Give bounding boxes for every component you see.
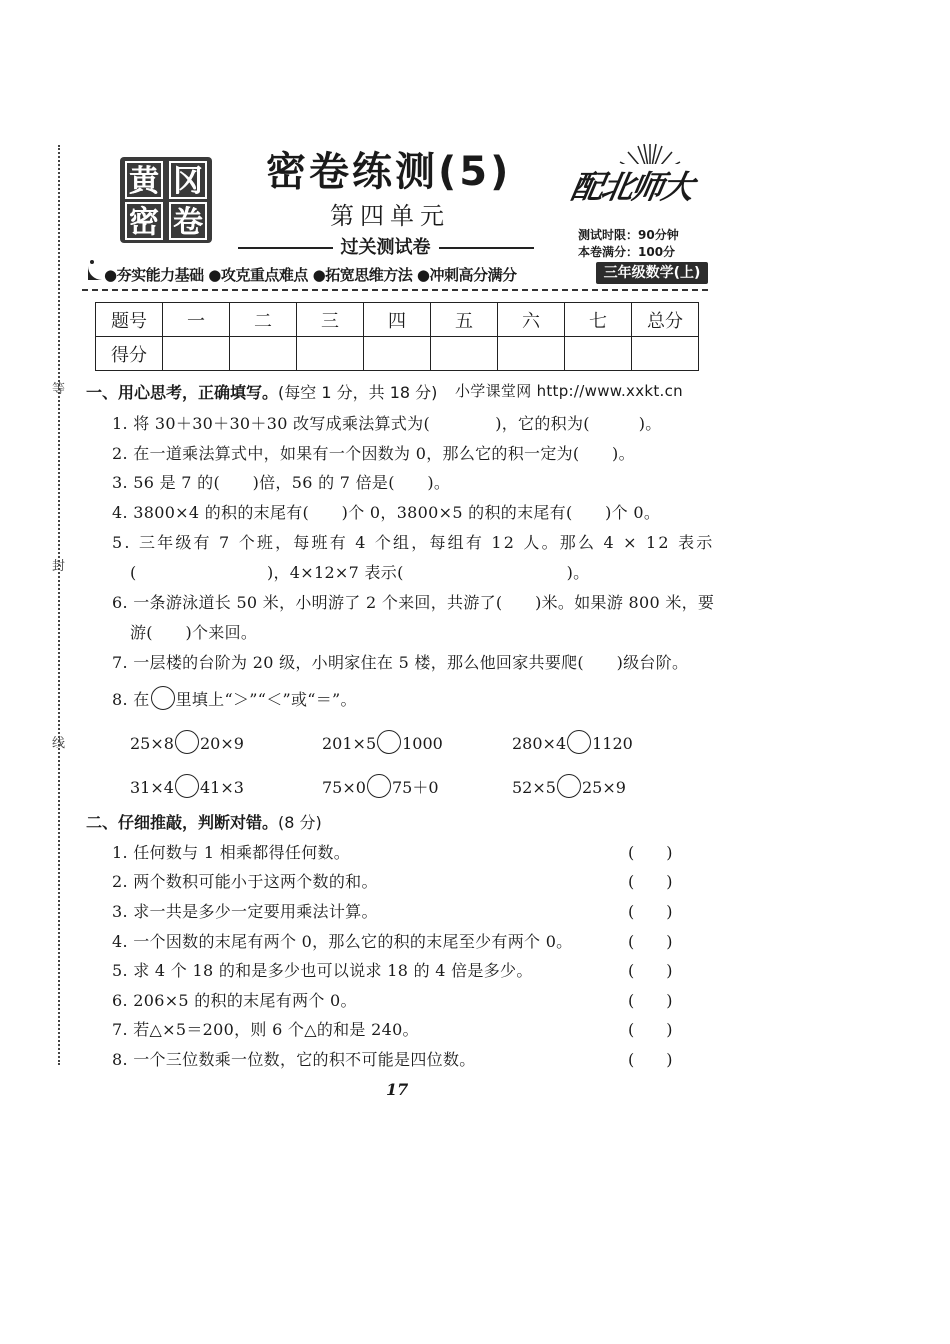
- question-2-1: 1. 任何数与 1 相乘都得任何数。: [112, 843, 351, 862]
- table-cell: 一: [163, 303, 230, 337]
- score-table: [95, 302, 699, 371]
- exam-meta: [578, 227, 679, 261]
- time-limit: 测试时限：90分钟: [578, 228, 679, 242]
- score-input-cell[interactable]: [230, 337, 297, 371]
- score-input-cell[interactable]: [297, 337, 364, 371]
- compare-item: 75×0 75＋0: [322, 774, 439, 798]
- divider: [82, 289, 708, 291]
- unit-label: 第四单元: [330, 202, 450, 230]
- binding-char-1: 等: [52, 382, 66, 397]
- question-1-2: 2. 在一道乘法算式中，如果有一个因数为 0，那么它的积一定为( )。: [112, 444, 635, 463]
- table-cell: 四: [364, 303, 431, 337]
- answer-paren[interactable]: ( ): [628, 1050, 673, 1069]
- question-2-6: 6. 206×5 的积的末尾有两个 0。: [112, 991, 357, 1010]
- score-input-cell[interactable]: [632, 337, 699, 371]
- question-1-8: 8. 在 里填上“＞”“＜”或“＝”。: [112, 686, 357, 710]
- table-cell: 七: [565, 303, 632, 337]
- compare-circle-icon: [151, 686, 175, 710]
- compare-item: 52×5 25×9: [512, 774, 626, 798]
- subtitle: 过关测试卷: [228, 233, 543, 259]
- score-input-cell[interactable]: [431, 337, 498, 371]
- question-1-7: 7. 一层楼的台阶为 20 级，小明家住在 5 楼，那么他回家共要爬( )级台阶。: [112, 653, 689, 672]
- score-input-cell[interactable]: [565, 337, 632, 371]
- compare-circle-input[interactable]: [377, 730, 401, 754]
- answer-paren[interactable]: ( ): [628, 1020, 673, 1039]
- table-cell: 六: [498, 303, 565, 337]
- table-cell: 二: [230, 303, 297, 337]
- question-1-5: 5. 三年级有 7 个班，每班有 4 个组，每组有 12 人。那么 4 × 12 表示: [112, 533, 715, 552]
- score-input-cell[interactable]: [364, 337, 431, 371]
- compare-item: 31×4 41×3: [130, 774, 244, 798]
- answer-paren[interactable]: ( ): [628, 961, 673, 980]
- page-number: 17: [386, 1080, 409, 1099]
- section-2-heading: 二、仔细推敲，判断对错。(8 分): [86, 813, 322, 832]
- compare-circle-input[interactable]: [557, 774, 581, 798]
- score-input-cell[interactable]: [498, 337, 565, 371]
- question-2-7: 7. 若△×5＝200，则 6 个△的和是 240。: [112, 1020, 419, 1039]
- question-1-4: 4. 3800×4 的积的末尾有( )个 0，3800×5 的积的末尾有( )个 0。: [112, 503, 661, 522]
- answer-paren[interactable]: ( ): [628, 991, 673, 1010]
- section-1-heading: 一、用心思考，正确填写。(每空 1 分，共 18 分): [86, 383, 438, 402]
- table-cell: 得分: [96, 337, 163, 371]
- binding-char-3: 线: [52, 736, 66, 751]
- table-cell: 五: [431, 303, 498, 337]
- answer-paren[interactable]: ( ): [628, 872, 673, 891]
- question-1-6: 6. 一条游泳道长 50 米，小明游了 2 个来回，共游了( )米。如果游 800 米，要: [112, 593, 715, 612]
- question-1-3: 3. 56 是 7 的( )倍，56 的 7 倍是( )。: [112, 473, 451, 492]
- question-1-6-cont: 游( )个来回。: [130, 623, 258, 642]
- question-2-5: 5. 求 4 个 18 的和是多少也可以说求 18 的 4 倍是多少。: [112, 961, 533, 980]
- question-2-8: 8. 一个三位数乘一位数，它的积不可能是四位数。: [112, 1050, 476, 1069]
- brand-logo: 配北师大: [568, 168, 696, 206]
- compare-item: 25×8 20×9: [130, 730, 244, 754]
- compare-item: 280×4 1120: [512, 730, 633, 754]
- table-cell: 题号: [96, 303, 163, 337]
- question-1-1: 1. 将 30＋30＋30＋30 改写成乘法算式为( )，它的积为( )。: [112, 414, 662, 433]
- compare-circle-input[interactable]: [175, 730, 199, 754]
- compare-item: 201×5 1000: [322, 730, 443, 754]
- binding-char-2: 封: [52, 559, 66, 574]
- question-2-3: 3. 求一共是多少一定要用乘法计算。: [112, 902, 378, 921]
- question-2-2: 2. 两个数积可能小于这两个数的和。: [112, 872, 378, 891]
- score-table-score-row: [96, 337, 699, 371]
- grade-badge: 三年级数学(上): [596, 262, 708, 284]
- score-table-header-row: [96, 303, 699, 337]
- table-cell: 三: [297, 303, 364, 337]
- slogan: ●夯实能力基础 ●攻克重点难点 ●拓宽思维方法 ●冲刺高分满分: [104, 266, 517, 284]
- compare-circle-input[interactable]: [567, 730, 591, 754]
- full-score: 本卷满分：100分: [578, 245, 676, 259]
- question-2-4: 4. 一个因数的末尾有两个 0，那么它的积的末尾至少有两个 0。: [112, 932, 573, 951]
- compare-circle-input[interactable]: [175, 774, 199, 798]
- page-title: 密卷练测(5): [266, 149, 512, 195]
- answer-paren[interactable]: ( ): [628, 902, 673, 921]
- score-input-cell[interactable]: [163, 337, 230, 371]
- table-cell: 总分: [632, 303, 699, 337]
- compare-circle-input[interactable]: [367, 774, 391, 798]
- watermark: 小学课堂网 http://www.xxkt.cn: [455, 382, 683, 400]
- answer-paren[interactable]: ( ): [628, 932, 673, 951]
- answer-paren[interactable]: ( ): [628, 843, 673, 862]
- binding-line: [58, 145, 60, 1065]
- huanggang-logo: 黄 冈 密 卷: [120, 157, 212, 243]
- question-1-5-cont: ( )，4×12×7 表示( )。: [130, 563, 590, 582]
